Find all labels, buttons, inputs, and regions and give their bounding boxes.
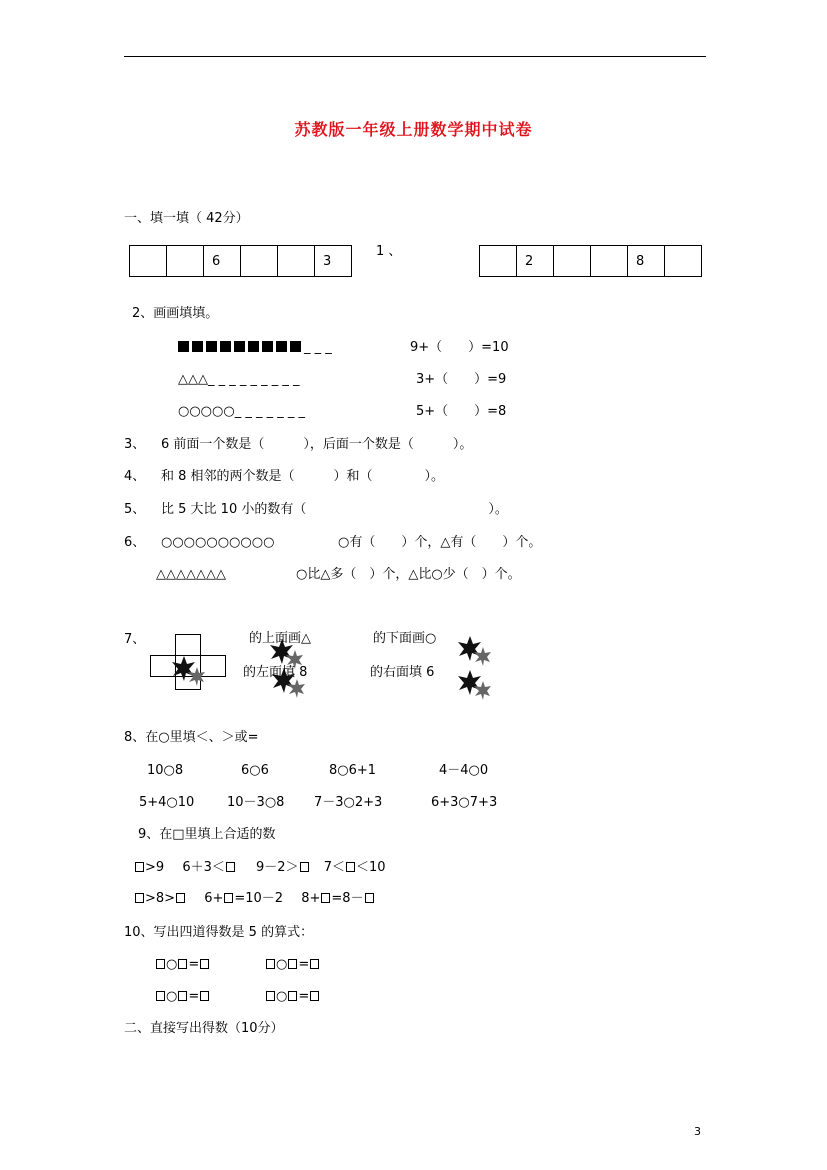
q2-heading: 2、画画填填。 <box>132 306 219 321</box>
number-sequence-right <box>479 245 702 277</box>
q8-item: 6○6 <box>241 763 269 778</box>
q2-row1-blanks: _ _ _ <box>304 340 332 355</box>
q10-template: ○ = <box>155 958 210 971</box>
section1-heading: 一、填一填（ 42分） <box>124 211 249 226</box>
seq-cell: 2 <box>517 246 554 277</box>
q2-row2-equation: 3+（ ）=9 <box>416 372 507 387</box>
q8-item: 10○8 <box>147 763 184 778</box>
flower-icon <box>170 654 210 688</box>
q5-text: 比 5 大比 10 小的数有（ ）。 <box>161 502 508 517</box>
seq-cell <box>130 246 167 277</box>
q2-row2 <box>178 373 300 386</box>
seq-cell <box>665 246 702 277</box>
seq-cell <box>554 246 591 277</box>
q8-item: 6+3○7+3 <box>431 795 498 810</box>
q8-item: 5+4○10 <box>139 795 195 810</box>
q6-line1: ○有（ ）个，△有（ ）个。 <box>338 535 542 550</box>
q2-row2-blanks: _ _ _ _ _ _ _ _ _ <box>208 372 300 387</box>
q9-row2: >8> 6+ =10－2 8+ =8－ <box>134 892 375 905</box>
q9-heading: 9、在□里填上合适的数 <box>138 827 276 842</box>
circle-shapes: ○○○○○ <box>178 404 235 419</box>
q8-item: 4－4○0 <box>439 763 489 778</box>
q8-heading: 8、在○里填＜、＞或= <box>124 730 259 745</box>
q8-item: 8○6+1 <box>329 763 377 778</box>
q7-number: 7、 <box>124 632 146 647</box>
q10-heading: 10、写出四道得数是 5 的算式： <box>124 925 314 940</box>
seq-cell: 8 <box>628 246 665 277</box>
flower-icon <box>456 668 496 702</box>
seq-cell <box>591 246 628 277</box>
q2-row3-blanks: _ _ _ _ _ _ _ <box>234 404 306 419</box>
section2-heading: 二、直接写出得数（10分） <box>124 1021 284 1036</box>
q7-text-right: 的右面填 6 <box>370 665 435 680</box>
cross-grid-top-cell <box>175 634 201 656</box>
q7-text-above: 的上面画△ <box>249 631 311 646</box>
q2-row1-squares <box>178 341 332 354</box>
seq-cell <box>167 246 204 277</box>
flower-icon <box>456 634 496 668</box>
q10-template: ○ = <box>265 958 320 971</box>
header-rule <box>124 56 706 57</box>
q3-text: 6 前面一个数是（ ），后面一个数是（ ）。 <box>161 437 473 452</box>
q8-item: 10－3○8 <box>227 795 285 810</box>
q6-line2: ○比△多（ ）个，△比○少（ ）个。 <box>296 567 521 582</box>
number-sequence-left <box>129 245 352 277</box>
q4-text: 和 8 相邻的两个数是（ ）和（ ）。 <box>161 469 445 484</box>
q3-number: 3、 <box>124 437 146 452</box>
q10-template: ○ = <box>265 990 320 1003</box>
seq-cell: 3 <box>315 246 352 277</box>
q6-circles: ○○○○○○○○○○ <box>161 535 275 550</box>
q7-text-left: 的左面填 8 <box>243 665 308 680</box>
q8-item: 7－3○2+3 <box>314 795 383 810</box>
seq-cell <box>241 246 278 277</box>
q5-number: 5、 <box>124 502 146 517</box>
q4-number: 4、 <box>124 469 146 484</box>
q2-row1-equation: 9+（ ）=10 <box>410 340 509 355</box>
q7-text-below: 的下面画○ <box>373 631 437 646</box>
q6-triangles: △△△△△△△ <box>156 567 226 582</box>
seq-cell <box>278 246 315 277</box>
q9-row1: >9 6＋3＜ 9－2＞ 7＜ ＜10 <box>134 861 386 874</box>
q6-number: 6、 <box>124 535 146 550</box>
page-title: 苏教版一年级上册数学期中试卷 <box>294 120 533 139</box>
triangle-shapes: △△△ <box>178 372 208 387</box>
q1-label: 1 、 <box>376 244 402 259</box>
q2-row3-equation: 5+（ ）=8 <box>416 404 507 419</box>
seq-cell <box>480 246 517 277</box>
q2-row3 <box>178 405 305 418</box>
page-number: 3 <box>694 1125 701 1138</box>
seq-cell: 6 <box>204 246 241 277</box>
q10-template: ○ = <box>155 990 210 1003</box>
